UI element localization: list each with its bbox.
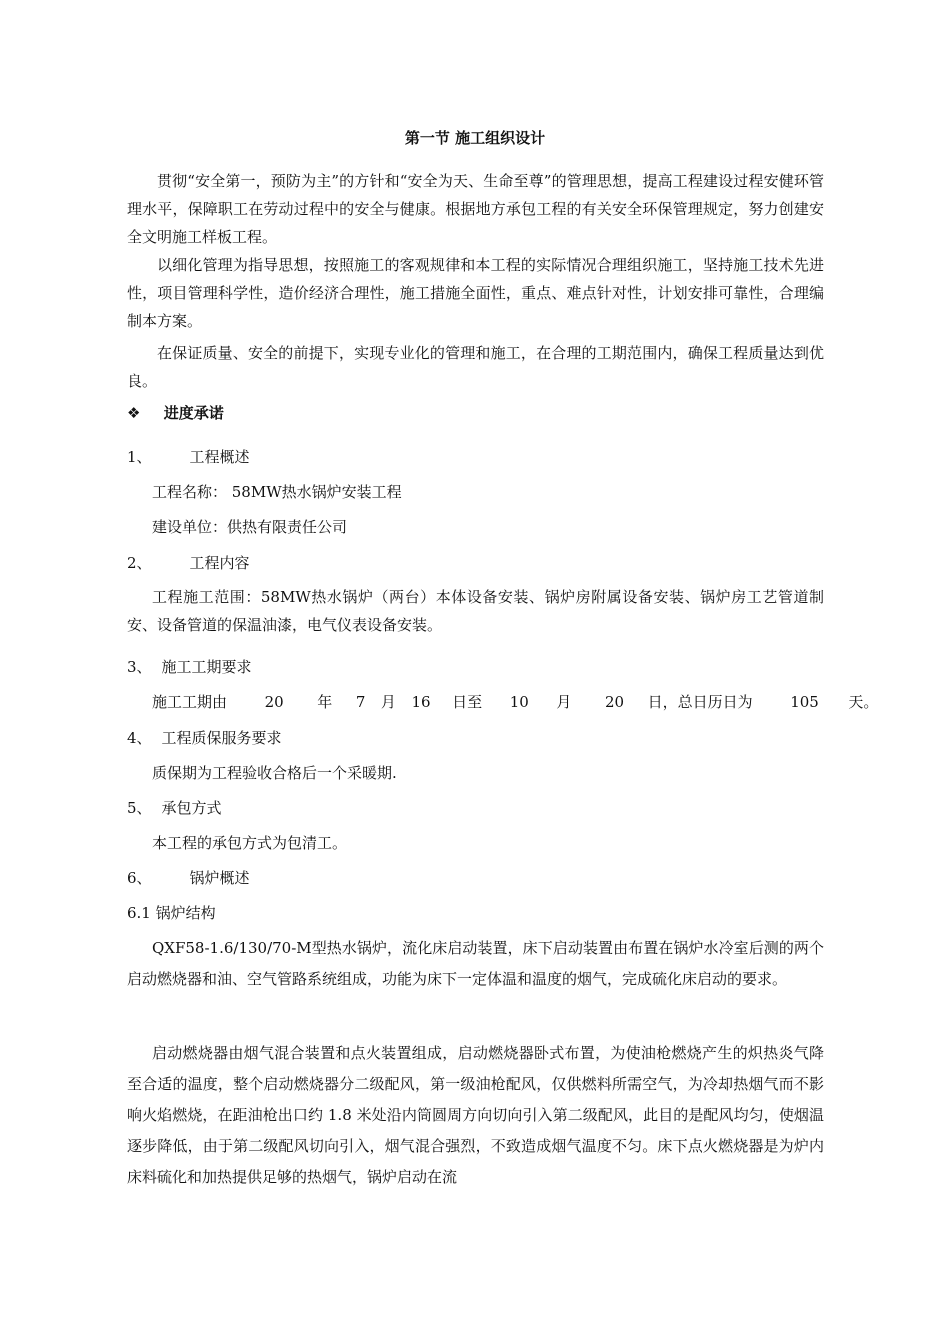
boiler-paragraph-1: QXF58-1.6/130/70-M型热水锅炉，流化床启动装置，床下启动装置由布置在锅炉水冷室后测的两个启动燃烧器和油、空气管路系统组成，功能为床下一定体温和温度的烟气，完成硫化床启动的要求。: [127, 939, 824, 988]
intro-paragraph-3: 在保证质量、安全的前提下，实现专业化的管理和施工，在合理的工期范围内，确保工程质量达到优良。: [127, 344, 824, 390]
item-title: 承包方式: [161, 799, 222, 817]
item-number: 6、: [127, 869, 152, 887]
contract-line: 本工程的承包方式为包清工。: [152, 834, 348, 852]
schedule-total-unit: 天。: [848, 693, 879, 711]
schedule-suffix: 日，总日历日为: [647, 693, 753, 711]
item-4-heading: [127, 727, 282, 749]
item-5-heading: [127, 797, 222, 819]
item-number: 5、: [127, 799, 152, 817]
item-number: 3、: [127, 658, 152, 676]
schedule-day-start: 16: [411, 693, 431, 711]
item-6-heading: [127, 867, 250, 889]
item-number: 1、: [127, 448, 152, 466]
schedule-day-end: 20: [604, 693, 625, 711]
warranty-line: 质保期为工程验收合格后一个采暖期.: [152, 764, 397, 782]
subsection-6-1-heading: 6.1 锅炉结构: [127, 904, 216, 922]
schedule-month-unit-start: 月: [380, 693, 396, 711]
builder-line: 建设单位：供热有限责任公司: [152, 518, 348, 536]
schedule-day-unit-start: 日至: [452, 693, 483, 711]
schedule-month-end: 10: [509, 693, 529, 711]
schedule-year-unit: 年: [317, 693, 333, 711]
item-1-heading: [127, 446, 250, 468]
section-heading-label: 进度承诺: [163, 404, 224, 422]
boiler-paragraph-2: 启动燃烧器由烟气混合装置和点火装置组成，启动燃烧器卧式布置，为使油枪燃烧产生的炽热炎气降至合适的温度，整个启动燃烧器分二级配风，第一级油枪配风，仅供燃料所需空气，为冷却热烟气而不影响火焰燃烧，在距油枪出口约 1.8 米处沿内筒圆周方向切向引入第二级配风，此目的是配风均匀，使烟温逐步降低，由于第二级配风切向引入，烟气混合强烈，不致造成烟气温度不匀。床下点火燃烧器是为炉内床料硫化和加热提供足够的热烟气，锅炉启动在流: [127, 1044, 824, 1186]
item-2-heading: [127, 552, 250, 574]
item-title: 施工工期要求: [161, 658, 252, 676]
item-number: 2、: [127, 554, 152, 572]
schedule-total-days: 105: [790, 693, 819, 711]
project-name-line: 工程名称： 58MW热水锅炉安装工程: [152, 483, 402, 501]
section-heading-progress: [127, 402, 224, 423]
diamond-bullet-icon: ❖: [127, 404, 141, 422]
schedule-line: [152, 691, 878, 713]
schedule-month-start: 7: [355, 693, 366, 711]
schedule-prefix: 施工工期由: [152, 693, 228, 711]
intro-paragraph-2: 以细化管理为指导思想，按照施工的客观规律和本工程的实际情况合理组织施工，坚持施工技术先进性，项目管理科学性，造价经济合理性，施工措施全面性，重点、难点针对性，计划安排可靠性，合理编制本方案。: [127, 256, 824, 330]
schedule-month-unit-end: 月: [556, 693, 572, 711]
scope-paragraph: 工程施工范围：58MW热水锅炉（两台）本体设备安装、锅炉房附属设备安装、锅炉房工艺管道制安、设备管道的保温油漆，电气仪表设备安装。: [127, 588, 824, 634]
item-title: 锅炉概述: [189, 869, 250, 887]
item-number: 4、: [127, 729, 152, 747]
item-title: 工程内容: [189, 554, 250, 572]
item-3-heading: [127, 656, 252, 678]
page-title: 第一节 施工组织设计: [404, 129, 546, 147]
item-title: 工程概述: [189, 448, 250, 466]
schedule-year: 20: [264, 693, 284, 711]
intro-paragraph-1: 贯彻“安全第一，预防为主”的方针和“安全为天、生命至尊”的管理思想，提高工程建设过程安健环管理水平，保障职工在劳动过程中的安全与健康。根据地方承包工程的有关安全环保管理规定，努力创建安全文明施工样板工程。: [127, 172, 824, 246]
item-title: 工程质保服务要求: [161, 729, 282, 747]
